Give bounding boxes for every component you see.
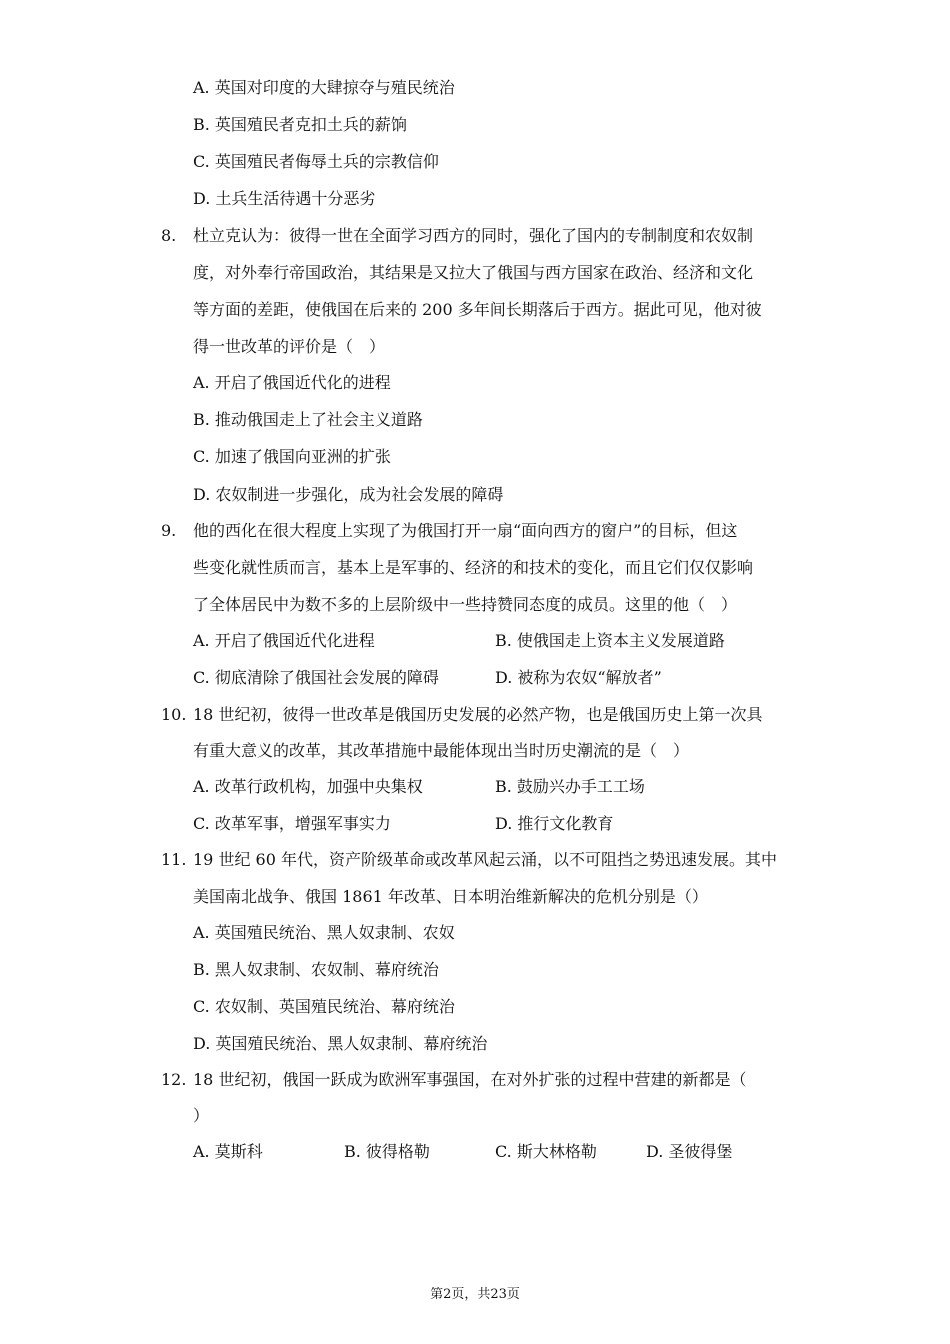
q10-number: 10. [161, 705, 187, 724]
q9-option-b: B. 使俄国走上资本主义发展道路 [495, 631, 725, 650]
q9-stem-line: 些变化就性质而言，基本上是军事的、经济的和技术的变化，而且它们仅仅影响 [193, 558, 754, 577]
q10-option-a: A. 改革行政机构，加强中央集权 [193, 777, 423, 796]
q12-option-a: A. 莫斯科 [193, 1142, 263, 1161]
q10-option-c: C. 改革军事，增强军事实力 [193, 814, 391, 833]
q8-option-d: D. 农奴制进一步强化，成为社会发展的障碍 [193, 485, 504, 504]
q9-option-d: D. 被称为农奴“解放者” [495, 668, 662, 687]
q8-option-b: B. 推动俄国走上了社会主义道路 [193, 410, 423, 429]
q7-option-b: B. 英国殖民者克扣土兵的薪饷 [193, 115, 407, 134]
page-footer: 第2页，共23页 [430, 1287, 520, 1302]
q12-number: 12. [161, 1070, 187, 1089]
q12-option-b: B. 彼得格勒 [344, 1142, 430, 1161]
q8-stem-line: 等方面的差距，使俄国在后来的 200 多年间长期落后于西方。据此可见，他对彼 [193, 300, 762, 319]
q11-option-d: D. 英国殖民统治、黑人奴隶制、幕府统治 [193, 1034, 488, 1053]
q10-option-b: B. 鼓励兴办手工工场 [495, 777, 645, 796]
q8-stem-line: 杜立克认为：彼得一世在全面学习西方的同时，强化了国内的专制制度和农奴制 [193, 226, 754, 245]
q9-stem-line: 了全体居民中为数不多的上层阶级中一些持赞同态度的成员。这里的他（ ） [193, 595, 738, 614]
q7-option-d: D. 土兵生活待遇十分恶劣 [193, 189, 376, 208]
q8-option-c: C. 加速了俄国向亚洲的扩张 [193, 447, 391, 466]
q8-stem-line: 得一世改革的评价是（ ） [193, 337, 386, 356]
q12-stem-line: ） [193, 1106, 210, 1125]
q12-option-d: D. 圣彼得堡 [646, 1142, 733, 1161]
q11-stem-line: 美国南北战争、俄国 1861 年改革、日本明治维新解决的危机分别是（） [193, 887, 708, 906]
q11-option-a: A. 英国殖民统治、黑人奴隶制、农奴 [193, 923, 455, 942]
q9-stem-line: 他的西化在很大程度上实现了为俄国打开一扇“面向西方的窗户”的目标，但这 [193, 521, 738, 540]
q10-stem-line: 18 世纪初，彼得一世改革是俄国历史发展的必然产物，也是俄国历史上第一次具 [193, 705, 763, 724]
q11-stem-line: 19 世纪 60 年代，资产阶级革命或改革风起云涌，以不可阻挡之势迅速发展。其中 [193, 850, 777, 869]
q8-stem-line: 度，对外奉行帝国政治，其结果是又拉大了俄国与西方国家在政治、经济和文化 [193, 263, 754, 282]
q7-option-c: C. 英国殖民者侮辱土兵的宗教信仰 [193, 152, 439, 171]
q11-option-b: B. 黑人奴隶制、农奴制、幕府统治 [193, 960, 439, 979]
q12-option-c: C. 斯大林格勒 [495, 1142, 597, 1161]
q9-number: 9. [161, 521, 177, 540]
q12-stem-line: 18 世纪初，俄国一跃成为欧洲军事强国，在对外扩张的过程中营建的新都是（ [193, 1070, 747, 1089]
q8-option-a: A. 开启了俄国近代化的进程 [193, 373, 391, 392]
q9-option-a: A. 开启了俄国近代化进程 [193, 631, 375, 650]
q10-stem-line: 有重大意义的改革，其改革措施中最能体现出当时历史潮流的是（ ） [193, 741, 690, 760]
q11-option-c: C. 农奴制、英国殖民统治、幕府统治 [193, 997, 455, 1016]
q7-option-a: A. 英国对印度的大肆掠夺与殖民统治 [193, 78, 455, 97]
q9-option-c: C. 彻底清除了俄国社会发展的障碍 [193, 668, 439, 687]
q10-option-d: D. 推行文化教育 [495, 814, 614, 833]
q11-number: 11. [161, 850, 187, 869]
q8-number: 8. [161, 226, 177, 245]
